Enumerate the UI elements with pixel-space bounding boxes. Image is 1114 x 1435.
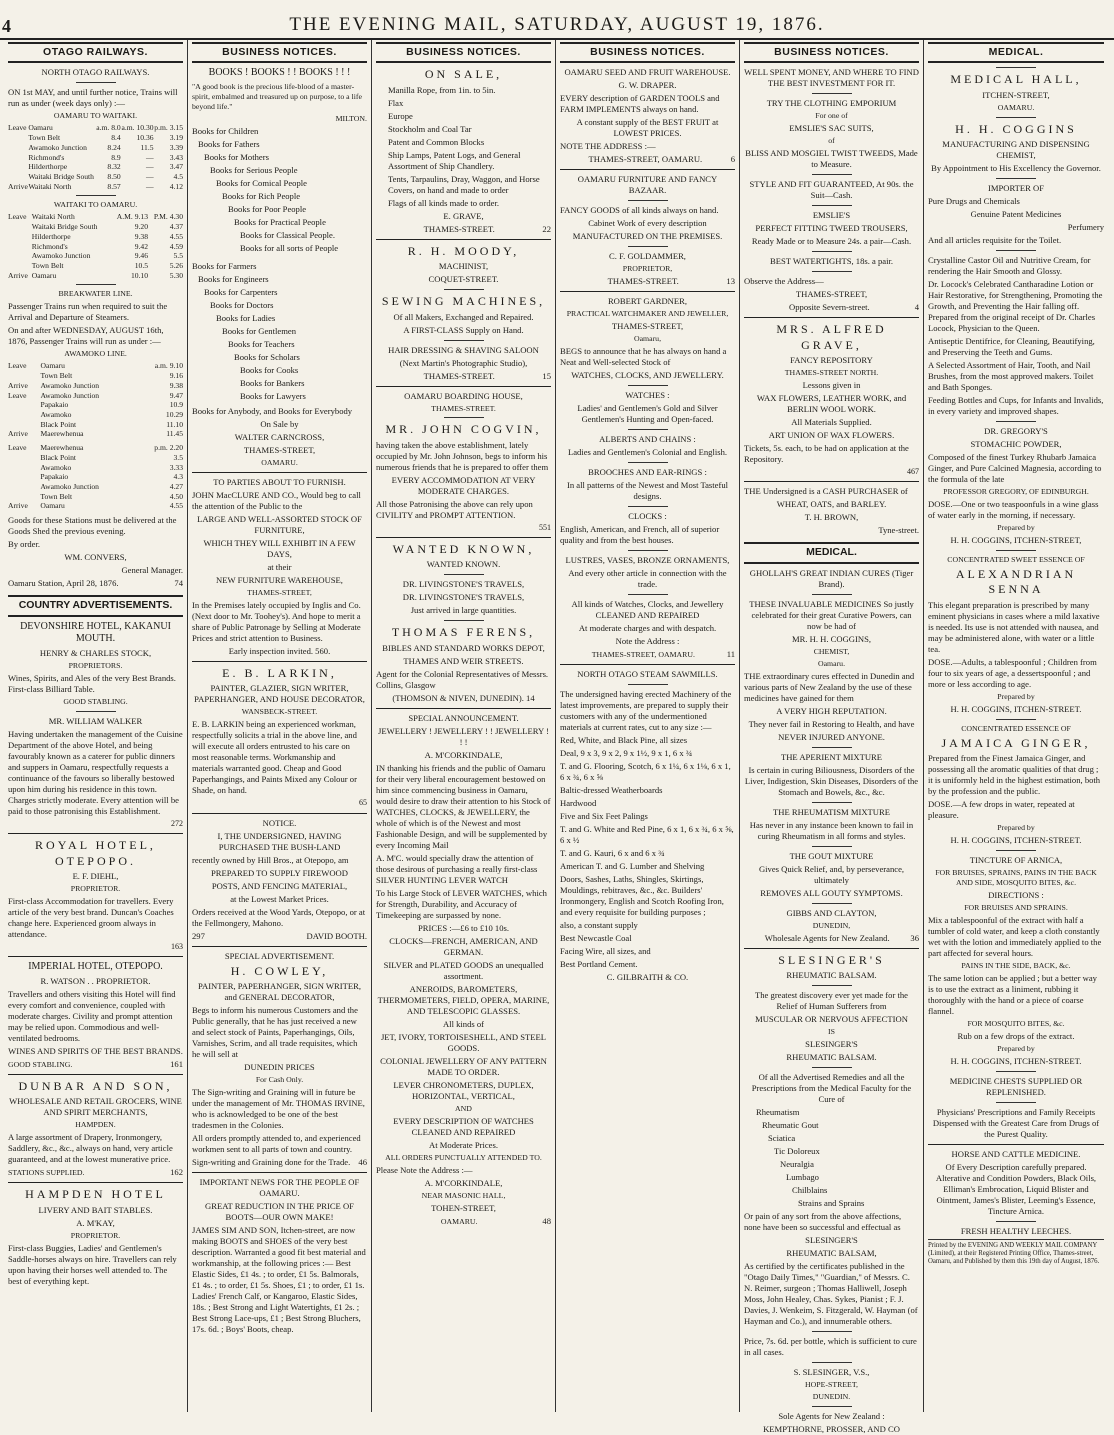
timetable-waitaki-oamaru xyxy=(8,212,183,280)
brown-purchaser-ad: THE Undersigned is a CASH PURCHASER of WHEAT, OATS, and BARLEY. T. H. BROWN, Tyne-street. xyxy=(744,486,919,536)
seed-warehouse-ad: OAMARU SEED AND FRUIT WAREHOUSE. G. W. DRAPER. EVERY description of GARDEN TOOLS and FARM IMPLEMENTS always on hand. A constant supply of the BEST FRUIT at LOWEST PRICES. NOTE THE ADDRESS :— THAMES-STREET, OAMARU. 6 xyxy=(560,67,735,165)
sale-list xyxy=(376,85,551,209)
list-item: Books for Rich People xyxy=(222,191,301,202)
list-item: Five and Six Feet Palings xyxy=(560,811,648,822)
list-item: Books for Poor People xyxy=(228,204,307,215)
timetable-row: Awamoko Junction 4.27 xyxy=(40,482,183,491)
list-item: Best Newcastle Coal xyxy=(560,933,632,944)
gardner-watchmaker-ad: ROBERT GARDNER, PRACTICAL WATCHMAKER AND JEWELLER, THAMES-STREET, Oamaru, BEGS to announce that he has always on hand a Neat and Well-selected Stock of WATCHES, CLOCKS, AND JEWELLERY. WATCHES : Ladies' and Gentlemen's Gold and Silver Gentlemen's Hunting and Open-faced. ALBERTS AND CHAINS : Ladies and Gentlemen's Colonial and English. BROOCHES AND EAR-RINGS : In all patterns of the Newest and Most Tasteful designs. CLOCKS : English, American, and French, all of superior quality and from the best houses. LUSTRES, VASES, BRONZE ORNAMENTS, And every other article in connection with the trade. All kinds of Watches, Clocks, and Jewellery CLEANED AND REPAIRED At moderate charges and with despatch. Note the Address : THAMES-STREET, OAMARU. 11 xyxy=(560,296,735,660)
list-item: Books for Serious People xyxy=(210,165,298,176)
grave-sale-ad: ON SALE, Manilla Rope, from 1in. to 5in. Flax Europe Stockholm and Coal Tar Patent and Common Blocks Ship Lamps, Patent Logs, and General Assortment of Ship Chandlery. Tents, Tarpaulins, Dray, Waggon, and Horse Covers, on hand and made to order Flags of all kinds made to order. E. GRAVE, THAMES-STREET. 22 xyxy=(376,67,551,234)
list-item: T. and G. White and Red Pine, 6 x 1, 6 x ¾, 6 x ⅝, 6 x ½ xyxy=(560,824,734,846)
moody-ad: R. H. MOODY, MACHINIST, COQUET-STREET. SEWING MACHINES, Of all Makers, Exchanged and Repaired. A FIRST-CLASS Supply on Hand. HAIR DRESSING & SHAVING SALOON (Next Martin's Photographic Studio), THAMES-STREET. 15 xyxy=(381,243,551,381)
notice-ad: NOTICE. I, THE UNDERSIGNED, HAVING PURCHASED THE BUSH-LAND recently owned by Hill Bros., at Otepopo, am PREPARED TO SUPPLY FIREWOOD POSTS, AND FENCING MATERIAL, at the Lowest Market Prices. Orders received at the Wood Yards, Otepopo, or at the Fellmongery, Mahono. 297 DAVID BOOTH. xyxy=(192,817,367,941)
timetable-row: Richmond's 8.9 — 3.43 xyxy=(28,152,183,162)
printer-imprint: Printed by the EVENING AND WEEKLY MAIL COMPANY (Limited), at their Registered Printing Office, Thames-street, Oamaru, and Published by them this 19th day of August, 1876. xyxy=(928,1239,1104,1266)
timetable-row: Arrive Awamoko Junction 9.38 xyxy=(8,380,183,390)
list-item: American T. and G. Lumber and Shelving xyxy=(560,861,705,872)
timetable-row: Town Belt 4.50 xyxy=(40,491,183,501)
column-heading: MEDICAL. xyxy=(928,42,1104,63)
list-item: Books for Scholars xyxy=(234,352,300,363)
timber-list xyxy=(560,735,735,970)
list-item: Deal, 9 x 3, 9 x 2, 9 x 1½, 9 x 1, 6 x ¾ xyxy=(560,748,693,759)
timetable-maerewhenua xyxy=(8,443,183,511)
list-item: Books for Cooks xyxy=(240,365,299,376)
list-item: Books for Mothers xyxy=(204,152,269,163)
list-item: T. and G. Flooring, Scotch, 6 x 1¼, 6 x 1⅛, 6 x 1, 6 x ¾, 6 x ⅝ xyxy=(560,761,731,783)
section-heading: COUNTRY ADVERTISEMENTS. xyxy=(8,595,183,616)
list-item: Flax xyxy=(388,97,404,108)
column-2 xyxy=(188,40,372,1412)
list-item: Books for Teachers xyxy=(228,339,295,350)
column-heading: BUSINESS NOTICES. xyxy=(744,42,919,63)
list-item: Books for Carpenters xyxy=(204,287,278,298)
column-1 xyxy=(4,40,188,1412)
timetable-row: Leave Waitaki North A.M. 9.13 P.M. 4.30 xyxy=(8,212,183,222)
masthead xyxy=(0,0,1114,40)
railway-ad: NORTH OTAGO RAILWAYS. ON 1st MAY, and until further notice, Trains will run as under (week days only) :— OAMARU TO WAITAKI. Leave Oamaru a.m. 8.0 a.m. 10.30 p.m. 3.15 Town Belt 8.4 10.36 3.19 Awamoko Junction 8.24 11.5 3.39 Richmond's 8.9 — 3.43 Hilderthorpe 8.32 — 3.47 Waitaki Bridge South 8.50 — 4.5 Arrive Waitaki North 8.57 — 4.12 WAITAKI TO OAMARU. Leave Waitaki North A.M. 9.13 P.M. 4.30 Waitaki Bridge South 9.20 4.37 Hilderthorpe 9.38 4.55 Richmond's 9.42 4.59 Awamoko Junction 9.46 5.5 Town Belt 10.5 5.26 Arrive Oamaru 10.10 5.30 BREAKWATER LINE. Passenger Trains run when required to suit the Arrival and Departure of Steamers. On and after WEDNESDAY, AUGUST 16th, 1876, Passenger Trains will run as under :— AWAMOKO LINE. Leave Oamaru a.m. 9.10 Town Belt 9.16 Arrive Awamoko Junction 9.38 Leave Awamoko Junction 9.47 Papakaio 10.9 Awamoko 10.29 Black Point 11.10 Arrive Maerewhenua 11.45 Leave Maerewhenua p.m. 2.20 Black Point 3.5 Awamoko 3.33 Papakaio 4.3 Awamoko Junction 4.27 Town Belt 4.50 Arrive Oamaru 4.55 Goods for these Stations must be delivered at the Goods Shed the previous evening. By order. WM. CONVERS, General Manager. Oamaru Station, April 28, 1876. 74 xyxy=(8,67,183,589)
mcorkindale-ad: SPECIAL ANNOUNCEMENT. JEWELLERY ! JEWELLERY ! ! JEWELLERY ! ! ! A. M'CORKINDALE, IN thanking his friends and the public of Oamaru for their very liberal encouragement bestowed on him since commencing business in Oamaru, would desire to draw their attention to his Stock of WATCHES, CLOCKS, & JEWELLERY, the whole of which is of the Newest and most Fashionable Design, and will be supplemented by every Incoming Mail A. M'C. would specially draw the attention of those desirous of purchasing a really first-class SILVER HUNTING LEVER WATCH To his Large Stock of LEVER WATCHES, which for Strength, Durability, and Accuracy of Timekeeping are surpassed by none. PRICES :—£6 to £10 10s. CLOCKS—FRENCH, AMERICAN, AND GERMAN. SILVER and PLATED GOODS an unequalled assortment. ANEROIDS, BAROMETERS, THERMOMETERS, FIELD, OPERA, MARINE, AND TELESCOPIC GLASSES. All kinds of JET, IVORY, TORTOISESHELL, AND STEEL GOODS. COLONIAL JEWELLERY OF ANY PATTERN MADE TO ORDER. LEVER CHRONOMETERS, DUPLEX, HORIZONTAL, VERTICAL, AND EVERY DESCRIPTION OF WATCHES CLEANED AND REPAIRED At Moderate Prices. ALL ORDERS PUNCTUALLY ATTENDED TO. Please Note the Address :— A. M'CORKINDALE, NEAR MASONIC HALL, TOHEN-STREET, OAMARU. 48 xyxy=(376,712,551,1226)
timetable-row: Leave Awamoko Junction 9.47 xyxy=(8,390,183,400)
list-item: T. and G. Kauri, 6 x and 6 x ¾ xyxy=(560,848,665,859)
timetable-row: Arrive Maerewhenua 11.45 xyxy=(8,429,183,439)
timetable-row: Town Belt 9.16 xyxy=(40,371,183,381)
column-4 xyxy=(556,40,740,1412)
list-item: Stockholm and Coal Tar xyxy=(388,123,472,134)
list-item: Rheumatism xyxy=(756,1106,800,1117)
section-heading: MEDICAL. xyxy=(744,542,919,563)
timetable-row: Richmond's 9.42 4.59 xyxy=(31,241,183,251)
books-ad: BOOKS ! BOOKS ! ! BOOKS ! ! ! "A good book is the precious life-blood of a master-spirit, embalmed and treasured up on purpose, to a life beyond life." MILTON. Books for Children Books for Fathers Books for Mothers Books for Serious People Books for Comical People Books for Rich People Books for Poor People Books for Practical People Books for Classical People. Books for all sorts of People Books for Farmers Books for Engineers Books for Carpenters Books for Doctors Books for Ladies Books for Gentlemen Books for Teachers Books for Scholars Books for Cooks Books for Bankers Books for Lawyers Books for Anybody, and Books for Everybody On Sale by WALTER CARNCROSS, THAMES-STREET, OAMARU. xyxy=(192,67,367,468)
boots-ad: IMPORTANT NEWS FOR THE PEOPLE OF OAMARU. GREAT REDUCTION IN THE PRICE OF BOOTS—OUR OWN MAKE! JAMES SIM AND SON, Itchen-street, are now making BOOTS and SHOES of the very best description. Warranted a good fit best material and workmanship, at the following prices :— Best Elastic Sides, £1 4s. ; to order, £1 5s. Balmorals, £1 4s. ; to order, £1 5s. Shoes, £1 ; to order, £1 1s. Ladies' French Calf, or Kangaroo, Elastic Sides, 18s. ; Best Strong and Light Watertights, £1 2s. ; Best Strong Lace-ups, £1 ; Best Strong Bluchers, 17s. 6d. ; Boys' Boots, cheap. xyxy=(192,1176,366,1334)
timetable-row: Leave Maerewhenua p.m. 2.20 xyxy=(8,443,183,453)
list-item: Sciatica xyxy=(768,1132,796,1143)
newspaper-title: THE EVENING MAIL, SATURDAY, AUGUST 19, 1876. xyxy=(289,14,825,35)
list-item: Rheumatic Gout xyxy=(762,1119,819,1130)
timetable-row: Black Point 3.5 xyxy=(40,452,183,462)
medical-hall-ad: MEDICAL HALL, ITCHEN-STREET, OAMARU. H. H. COGGINS MANUFACTURING AND DISPENSING CHEMIST, By Appointment to His Excellency the Governor. IMPORTER OF Pure Drugs and Chemicals Genuine Patent Medicines Perfumery And all articles requisite for the Toilet. Crystalline Castor Oil and Nutritive Cream, for rendering the Hair Smooth and Glossy. Dr. Locock's Celebrated Cantharadine Lotion or Hair Restorative, for Strengthening, Promoting the Growth, and Preventing the Hair falling off. Prepared from the original receipt of Dr. Charles Locock, Physician to the Queen. Antiseptic Dentifrice, for Cleaning, Beautifying, and Preserving the Teeth and Gums. A Selected Assortment of Hair, Tooth, and Nail Brushes, from the most approved makers. Toilet and Bath Sponges. Feeding Bottles and Cups, for Infants and Invalids, in every variety and improved shapes. DR. GREGORY'S STOMACHIC POWDER, Composed of the finest Turkey Rhubarb Jamaica Ginger, and Pure Calcined Magnesia, according to the formula of the late PROFESSOR GREGORY, OF EDINBURGH. DOSE.—One or two teaspoonfuls in a wine glass of water early in the morning, if necessary. Prepared by H. H. COGGINS, ITCHEN-STREET, CONCENTRATED SWEET ESSENCE OF ALEXANDRIAN SENNA This elegant preparation is prescribed by many eminent physicians in cases where a mild laxative is needed. Its use is not attended with nausea, and may be administered alone, with water or a little tea. DOSE.—Adults, a tablespoonful ; Children from four to six years of age, a dessertspoonful ; and more or less according to age. Prepared by H. H. COGGINS, ITCHEN-STREET. CONCENTRATED ESSENCE OF JAMAICA GINGER, Prepared from the Finest Jamaica Ginger, and possessing all the aromatic qualities of that drug ; it is uniformly held in the highest estimation, both by the profession and the public. DOSE.—A few drops in water, repeated at pleasure. Prepared by H. H. COGGINS, ITCHEN-STREET. TINCTURE OF ARNICA, FOR BRUISES, SPRAINS, PAINS IN THE BACK AND SIDE, MOSQUITO BITES, &c. DIRECTIONS : FOR BRUISES AND SPRAINS. Mix a tablespoonful of the extract with half a tumbler of cold water, and keep a cloth constantly wet with the lotion and immediately applied to the part affected for several hours. PAINS IN THE SIDE, BACK, &c. The same lotion can be applied ; but a better way is to use the extract as a liniment, rubbing it thoroughly with the hand or a piece of coarse flannel. FOR MOSQUITO BITES, &c. Rub on a few drops of the extract. Prepared by H. H. COGGINS, ITCHEN-STREET. MEDICINE CHESTS SUPPLIED OR REPLENISHED. Physicians' Prescriptions and Family Receipts Dispensed with the Greatest Care from Drugs of the Purest Quality. HORSE AND CATTLE MEDICINE. Of Every Description carefully prepared. Alterative and Condition Powders, Black Oils, Elliman's Embrocation, Liquid Blister and Ointment, James's Blister, Leeming's Essence, Tincture Arnica. FRESH HEALTHY LEECHES. Printed by the EVENING AND WEEKLY MAIL COMPANY (Limited), at their Registered Printing Office, Thames-street, Oamaru, and Published by them this 19th day of August, 1876. xyxy=(928,67,1104,1266)
cowley-ad: SPECIAL ADVERTISEMENT. H. COWLEY, PAINTER, PAPERHANGER, SIGN WRITER, and GENERAL DECORATOR, Begs to inform his numerous Customers and the Public generally, that he has just received a new and select stock of Paints, Paperhangings, Oils, Varnishes, Scrim, and all trade requisites, which he will sell at DUNEDIN PRICES For Cash Only. The Sign-writing and Graining will in future be under the management of Mr. THOMAS IRVINE, who is acknowledged to be one of the best tradesmen in the Colonies. All orders promptly attended to, and experienced workmen sent to all parts of town and country. Sign-writing and Graining done for the Trade. 46 xyxy=(192,950,367,1167)
column-heading: BUSINESS NOTICES. xyxy=(192,42,367,63)
timetable-row: Arrive Waitaki North 8.57 — 4.12 xyxy=(8,181,183,191)
list-item: Manilla Rope, from 1in. to 5in. xyxy=(388,84,496,95)
book-list xyxy=(192,126,367,254)
list-item: Red, White, and Black Pine, all sizes xyxy=(560,735,688,746)
timetable-row: Arrive Oamaru 4.55 xyxy=(8,501,183,511)
book-list xyxy=(192,261,367,402)
list-item: Chilblains xyxy=(792,1184,828,1195)
list-item: Baltic-dressed Weatherboards xyxy=(560,785,663,796)
list-item: also, a constant supply xyxy=(560,920,638,931)
columns xyxy=(4,40,1110,1434)
list-item: Books for Practical People xyxy=(234,217,326,228)
list-item: Neuralgia xyxy=(780,1158,814,1169)
timetable-row: Awamoko 10.29 xyxy=(40,409,183,419)
list-item: Strains and Sprains xyxy=(798,1197,865,1208)
dunbar-ad: DUNBAR AND SON, WHOLESALE AND RETAIL GROCERS, WINE AND SPIRIT MERCHANTS, HAMPDEN. A large assortment of Drapery, Ironmongery, Saddlery, &c., &c., always on hand, very article guaranteed, and at the lowest munerative price. STATIONS SUPPLIED. 162 xyxy=(8,1079,183,1178)
list-item: Books for Fathers xyxy=(198,139,260,150)
wanted-known-ad: WANTED KNOWN, WANTED KNOWN. DR. LIVINGSTONE'S TRAVELS, DR. LIVINGSTONE'S TRAVELS, Just arrived in large quantities. THOMAS FERENS, BIBLES AND STANDARD WORKS DEPOT, THAMES AND WEIR STREETS. Agent for the Colonial Representatives of Messrs. Collins, Glasgow (THOMSON & NIVEN, DUNEDIN). 14 xyxy=(376,542,549,703)
timetable-row: Papakaio 4.3 xyxy=(40,472,183,482)
hampden-hotel-ad: HAMPDEN HOTEL LIVERY AND BAIT STABLES. A. M'KAY, PROPRIETOR. First-class Buggies, Ladies' and Gentlemen's Saddle-horses always on hire. Travellers can rely upon having their horses well attended to. The best of everything kept. xyxy=(8,1187,177,1286)
list-item: Books for Bankers xyxy=(240,378,305,389)
timetable-row: Arrive Oamaru 10.10 5.30 xyxy=(8,270,183,280)
timetable-row: Black Point 11.10 xyxy=(40,419,183,429)
list-item: Lumbago xyxy=(786,1171,819,1182)
imperial-hotel-ad: IMPERIAL HOTEL, OTEPOPO. R. WATSON . . PROPRIETOR. Travellers and others visiting this Hotel will find every comfort and convenience, coupled with moderate charges. Civility and prompt attention may be relied upon. Commodious and well-ventilated bedrooms. WINES AND SPIRITS OF THE BEST BRANDS. GOOD STABLING. 161 xyxy=(8,961,183,1070)
timetable-row: Town Belt 10.5 5.26 xyxy=(31,261,183,270)
slesinger-balsam-ad: SLESINGER'S RHEUMATIC BALSAM. The greatest discovery ever yet made for the Relief of Human Sufferers from MUSCULAR OR NERVOUS AFFECTION IS SLESINGER'S RHEUMATIC BALSAM. Of all the Advertised Remedies and all the Prescriptions from the Medical Faculty for the Cure of Rheumatism Rheumatic Gout Sciatica Tic Doloreux Neuralgia Lumbago Chilblains Strains and Sprains Or pain of any sort from the above affections, none have been so successful and effectual as SLESINGER'S RHEUMATIC BALSAM, As certified by the certificates published in the "Otago Daily Times," "Guardian," of Messrs. C. N. Reimer, surgeon ; Thomas Halliwell, Joseph Moss, John Healey, Chas. Sykes, Pianist ; F. J. Davies, J. Wenkeim, S. Fitzgerald, W. Hayman (of Hayman and Co.), and innumerable others. Price, 7s. 6d. per bottle, which is sufficient to cure in all cases. S. SLESINGER, V.S., HOPE-STREET, DUNEDIN. Sole Agents for New Zealand : KEMPTHORNE, PROSSER, AND CO xyxy=(744,952,918,1434)
list-item: Best Portland Cement. xyxy=(560,959,638,970)
page-number: 4 xyxy=(2,16,11,36)
column-6 xyxy=(924,40,1108,1412)
timetable-row: Leave Oamaru a.m. 8.0 a.m. 10.30 p.m. 3.15 xyxy=(8,123,183,133)
column-heading: BUSINESS NOTICES. xyxy=(560,42,735,63)
furnish-ad: TO PARTIES ABOUT TO FURNISH. JOHN MacCLURE AND CO., Would beg to call the attention of the Public to the LARGE AND WELL-ASSORTED STOCK OF FURNITURE, WHICH THEY WILL EXHIBIT IN A FEW DAYS, at their NEW FURNITURE WAREHOUSE, THAMES-STREET, In the Premises lately occupied by Inglis and Co. (Next door to Mr. Toohey's). And hope to merit a share of Public Patronage by Selling at Moderate Prices and strict attention to Business. Early inspection invited. 560. xyxy=(192,477,362,657)
royal-hotel-ad: ROYAL HOTEL, OTEPOPO. E. F. DIEHL, PROPRIETOR. First-class Accommodation for travellers. Every article of the very best brand. Duncan's Coaches change here. Experienced groom always in attendance. 163 xyxy=(8,838,183,952)
clothing-emporium-ad: WELL SPENT MONEY, AND WHERE TO FIND THE BEST INVESTMENT FOR IT. TRY THE CLOTHING EMPORIUM For one of EMSLIE'S SAC SUITS, of BLISS AND MOSGIEL TWIST TWEEDS, Made to Measure. STYLE AND FIT GUARANTEED, At 90s. the Suit—Cash. EMSLIE'S PERFECT FITTING TWEED TROUSERS, Ready Made or to Measure 24s. a pair—Cash. BEST WATERTIGHTS, 18s. a pair. Observe the Address— THAMES-STREET, Opposite Severn-street. 4 xyxy=(744,67,919,313)
list-item: Ship Lamps, Patent Logs, and General Assortment of Ship Chandlery. xyxy=(388,149,521,171)
list-item: Doors, Sashes, Laths, Shingles, Skirtings, Mouldings, rebitraves, &c., &c. Builders' Ironmongery, English and Scotch Roofing Iron, and every requisite for building purposes ; xyxy=(560,874,724,918)
column-3 xyxy=(372,40,556,1412)
list-item: Flags of all kinds made to order. xyxy=(388,197,499,208)
timetable-row: Awamoko Junction 8.24 11.5 3.39 xyxy=(28,142,183,152)
list-item: Books for Gentlemen xyxy=(222,326,296,337)
list-item: Patent and Common Blocks xyxy=(388,136,485,147)
list-item: Europe xyxy=(388,110,413,121)
timetable-row: Waitaki Bridge South 8.50 — 4.5 xyxy=(28,172,183,181)
column-heading: BUSINESS NOTICES. xyxy=(376,42,551,63)
column-heading: OTAGO RAILWAYS. xyxy=(8,42,183,63)
timetable-row: Hilderthorpe 8.32 — 3.47 xyxy=(28,162,183,172)
list-item: Tic Doloreux xyxy=(774,1145,820,1156)
timetable-row: Leave Oamaru a.m. 9.10 xyxy=(8,361,183,371)
list-item: Books for Children xyxy=(192,126,259,137)
list-item: Facing Wire, all sizes, and xyxy=(560,946,651,957)
list-item: Books for Engineers xyxy=(198,274,269,285)
timetable-row: Awamoko 3.33 xyxy=(40,462,183,472)
timetable-row: Awamoko Junction 9.46 5.5 xyxy=(31,251,183,261)
timetable-row: Papakaio 10.9 xyxy=(40,400,183,410)
list-item: Books for Doctors xyxy=(210,300,274,311)
ailment-list xyxy=(744,1107,919,1209)
list-item: Books for Classical People. xyxy=(240,230,335,241)
fancy-repository-ad: MRS. ALFRED GRAVE, FANCY REPOSITORY THAMES-STREET NORTH. Lessons given in WAX FLOWERS, LEATHER WORK, and BERLIN WOOL WORK. All Materials Supplied. ART UNION OF WAX FLOWERS. Tickets, 5s. each, to be had on application at the Repository. 467 xyxy=(744,322,919,477)
list-item: Tents, Tarpaulins, Dray, Waggon, and Horse Covers, on hand and made to order xyxy=(388,173,540,195)
timetable-row: Hilderthorpe 9.38 4.55 xyxy=(31,231,183,241)
furniture-bazaar-ad: OAMARU FURNITURE AND FANCY BAZAAR. FANCY GOODS of all kinds always on hand. Cabinet Work of every description MANUFACTURED ON THE PREMISES. C. F. GOLDAMMER, PROPRIETOR, THAMES-STREET. 13 xyxy=(560,174,735,287)
timetable-row: Waitaki Bridge South 9.20 4.37 xyxy=(31,222,183,232)
sawmills-ad: NORTH OTAGO STEAM SAWMILLS. The undersigned having erected Machinery of the latest improvements, are prepared to supply their customers with any of the undermentioned materials at current rates, cut to any size :— Red, White, and Black Pine, all sizes Deal, 9 x 3, 9 x 2, 9 x 1½, 9 x 1, 6 x ¾ T. and G. Flooring, Scotch, 6 x 1¼, 6 x 1⅛, 6 x 1, 6 x ¾, 6 x ⅝ Baltic-dressed Weatherboards Hardwood Five and Six Feet Palings T. and G. White and Red Pine, 6 x 1, 6 x ¾, 6 x ⅝, 6 x ½ T. and G. Kauri, 6 x and 6 x ¾ American T. and G. Lumber and Shelving Doors, Sashes, Laths, Shingles, Skirtings, Mouldings, rebitraves, &c., &c. Builders' Ironmongery, English and Scotch Roofing Iron, and every requisite for building purposes ; also, a constant supply Best Newcastle Coal Facing Wire, all sizes, and Best Portland Cement. C. GILBRAITH & CO. xyxy=(560,669,734,983)
timetable-row: Town Belt 8.4 10.36 3.19 xyxy=(28,133,183,143)
ghollah-cures-ad: GHOLLAH'S GREAT INDIAN CURES (Tiger Brand). THESE INVALUABLE MEDICINES So justly celebrated for their great Curative Powers, can now be had of MR. H. H. COGGINS, CHEMIST, Oamaru. THE extraordinary cures effected in Dunedin and various parts of New Zealand by the use of these medicines have gained for them A VERY HIGH REPUTATION. They never fail in Restoring to Health, and have NEVER INJURED ANYONE. THE APERIENT MIXTURE Is certain in curing Biliousness, Disorders of the Liver, Indigestion, Skin Diseases, Disorders of the Stomach and Bowels, &c., &c. THE RHEUMATISM MIXTURE Has never in any instance been known to fail in curing Rheumatism in all forms and styles. THE GOUT MIXTURE Gives Quick Relief, and, by perseverance, ultimately REMOVES ALL GOUTY SYMPTOMS. GIBBS AND CLAYTON, DUNEDIN, Wholesale Agents for New Zealand. 36 xyxy=(744,567,919,943)
list-item: Books for Farmers xyxy=(192,261,257,272)
column-5 xyxy=(740,40,924,1434)
boarding-house-ad: OAMARU BOARDING HOUSE, THAMES-STREET. MR. JOHN COGVIN, having taken the above establishment, lately occupied by Mr. John Johnson, begs to inform his numerous friends that he is prepared to offer them EVERY ACCOMMODATION AT VERY MODERATE CHARGES. All those Patronising the above can rely upon CIVILITY and PROMPT ATTENTION. 551 xyxy=(376,390,551,532)
devonshire-hotel-ad: DEVONSHIRE HOTEL, KAKANUI MOUTH. HENRY & CHARLES STOCK, PROPRIETORS. Wines, Spirits, and Ales of the very Best Brands. First-class Billiard Table. GOOD STABLING. MR. WILLIAM WALKER Having undertaken the management of the Cuisine Department of the above Hotel, and being favourably known as a caterer for public dinners and suppers in Oamaru, respectfully requests a continuance of the favours so liberally bestowed upon him during his residence in this town. Charges strictly moderate. Every attention will be paid to those patronising this Establishment. 272 xyxy=(8,620,183,829)
list-item: Books for all sorts of People xyxy=(240,243,339,254)
timetable-oamaru-waitaki xyxy=(8,123,183,191)
list-item: Books for Lawyers xyxy=(240,391,306,402)
list-item: Books for Comical People xyxy=(216,178,307,189)
larkin-ad: E. B. LARKIN, PAINTER, GLAZIER, SIGN WRITER, PAPERHANGER, AND HOUSE DECORATOR, WANSBECK-STREET. E. B. LARKIN being an experienced workman, respectfully solicits a trial in the above line, and will execute all orders entrusted to his care on most reasonable terms. Workmanship and materials warranted good. Cheap and Good Paperhangings, and Paints Mixed any Colour or Shade, on hand. 65 xyxy=(192,666,367,808)
timetable-awamoko xyxy=(8,361,183,439)
list-item: Hardwood xyxy=(560,798,597,809)
list-item: Books for Ladies xyxy=(216,313,276,324)
